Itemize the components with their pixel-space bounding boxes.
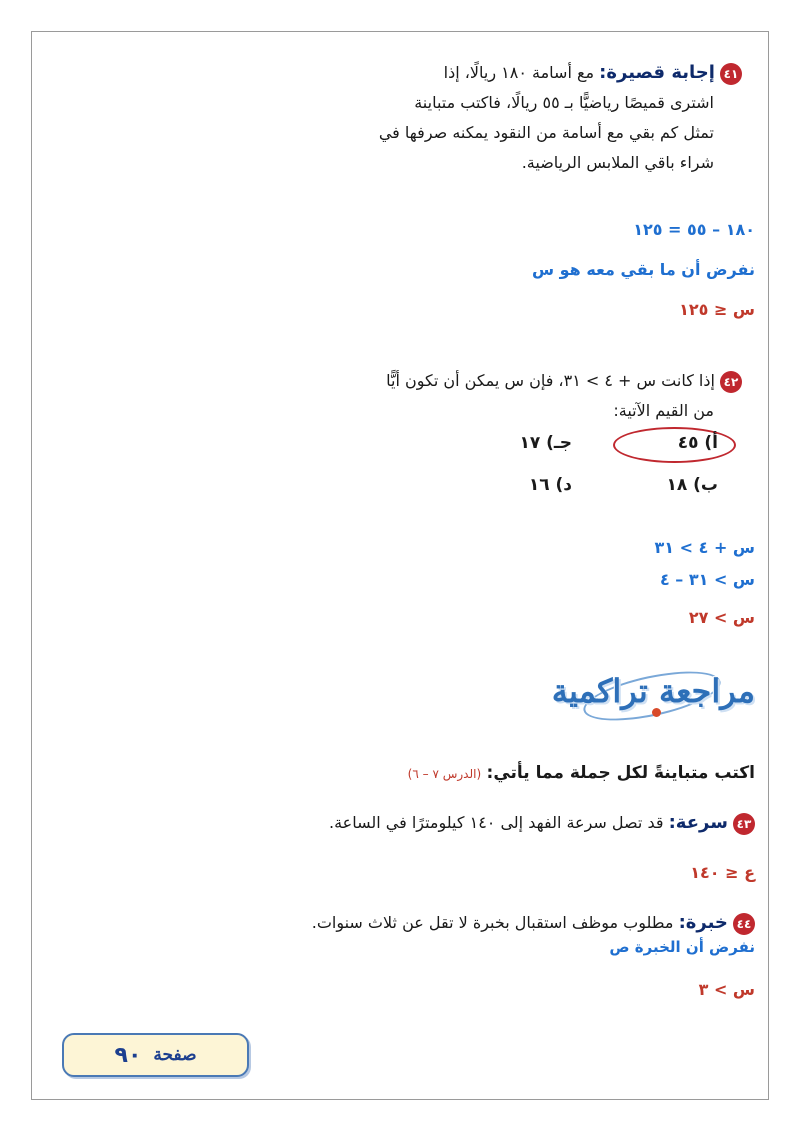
question-number-badge: ٤٢ [720,371,742,393]
question-43 [329,812,755,835]
q42-step-3: س > ٢٧ [688,608,755,627]
q41-answer-calc: ١٨٠ – ٥٥ = ١٢٥ [633,220,755,239]
review-instruction-row [408,763,755,783]
option-a[interactable]: أ) ٤٥ [677,433,718,453]
question-41-line-1 [342,58,742,88]
page-number-label: صفحة [153,1045,197,1065]
question-41-text-line: تمثل كم بقي مع أسامة من النقود يمكنه صرفها في [378,123,714,142]
question-43-title: سرعة: [668,812,728,833]
question-41-text-line: اشترى قميصًا رياضيًّا بـ ٥٥ ريالًا، فاكتب متباينة [414,93,714,112]
question-41-text-line: شراء باقي الملابس الرياضية. [521,153,714,172]
question-42 [302,366,742,426]
question-44 [312,912,755,935]
option-b[interactable]: ب) ١٨ [666,475,718,495]
page-number-box [62,1033,249,1077]
question-44-title: خبرة: [678,912,728,933]
q41-answer-final: س ≤ ١٢٥ [679,300,755,319]
q41-answer-assume: نفرض أن ما بقي معه هو س [531,260,755,279]
q42-step-1: س + ٤ > ٣١ [654,538,755,557]
q43-answer: ع ≤ ١٤٠ [690,863,755,882]
question-41 [342,58,742,178]
question-42-line-1 [302,366,742,396]
page-number: ٩٠ [114,1042,142,1068]
question-42-text: إذا كانت س + ٤ > ٣١، فإن س يمكن أن تكون أيًّا [386,371,715,390]
question-number-badge: ٤٤ [733,913,755,935]
review-title: مراجعة تراكمية [551,672,755,710]
q44-assume: نفرض أن الخبرة ص [609,938,755,956]
lesson-reference: (الدرس ٧ – ٦) [407,767,482,781]
q44-answer: س > ٣ [698,980,755,999]
q42-step-2: س > ٣١ – ٤ [659,570,755,589]
question-41-text-line: مع أسامة ١٨٠ ريالًا، إذا [443,63,595,82]
question-42-text: من القيم الآتية: [613,401,714,420]
review-instruction: اكتب متباينةً لكل جملة مما يأتي: [486,763,755,783]
question-44-text: مطلوب موظف استقبال بخبرة لا تقل عن ثلاث سنوات. [311,913,674,932]
question-43-text: قد تصل سرعة الفهد إلى ١٤٠ كيلومترًا في الساعة. [328,813,664,832]
option-c[interactable]: جـ) ١٧ [519,433,572,453]
question-number-badge: ٤٣ [733,813,755,835]
question-number-badge: ٤١ [720,63,742,85]
question-41-title: إجابة قصيرة: [599,62,715,83]
option-d[interactable]: د) ١٦ [528,475,572,495]
